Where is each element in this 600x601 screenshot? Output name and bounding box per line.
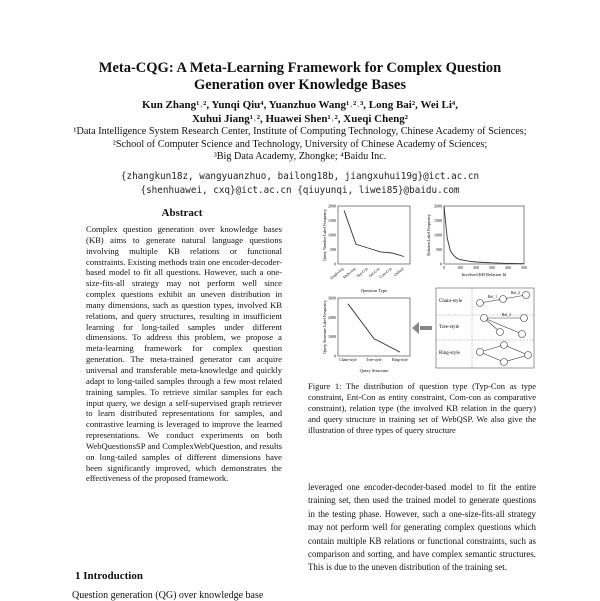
query-structure-diagram: [436, 288, 534, 368]
rel-label-2: Rel_2: [511, 291, 521, 295]
affiliation-line-1: ¹Data Intelligence System Research Center, Institute of Computing Technology, Chinese Academy of Sciences;: [73, 126, 527, 137]
chart1-ylabel: Query Number Label Frequency: [322, 208, 327, 262]
c1-ytick: 1500: [328, 218, 336, 223]
c1-xtick: Ent-Con: [368, 266, 381, 279]
c2-ytick: 1000: [434, 232, 442, 238]
c1-ytick: 1000: [328, 232, 336, 238]
email-addresses: [0, 170, 600, 198]
email-line-2: {shenhuawei, cxq}@ict.ac.cn {qiuyunqi, liwei85}@baidu.com: [140, 185, 460, 196]
c2-ytick: 0: [440, 261, 442, 267]
c2-xtick: 300: [489, 266, 495, 270]
c2-ytick: 500: [436, 247, 442, 252]
chart3-xlabel: Query Structure: [359, 368, 389, 373]
chart-relation-distribution: [426, 204, 527, 278]
chart2-y-ticks: [434, 204, 442, 267]
chart2-frame: [444, 206, 524, 264]
legend-ring-style: Ring-style: [439, 351, 460, 356]
right-column-text: [308, 481, 536, 575]
section-heading-introduction: 1 Introduction: [75, 570, 143, 582]
affiliation-line-2: ²School of Computer Science and Technology, University of Chinese Academy of Sciences;: [112, 138, 488, 150]
paper-title: [0, 60, 600, 94]
c2-xtick: 500: [521, 266, 527, 270]
c2-ytick: 2000: [434, 203, 442, 209]
c3-ytick: 1000: [328, 334, 336, 340]
chart1-series-line: [344, 210, 404, 256]
legend-chain-style: Chain-style: [439, 299, 463, 304]
chart1-y-ticks: [328, 204, 336, 267]
right-column-paragraph: leveraged one encoder-decoder-based model to fit the entire training set, then used the trained model to generate questions in the testing phase. However, such a one-size-fits-all strategy may not perform well for generating complex questions which contain multiple KB relations or functional constraints, such as comparison and sorting, and have complex semantic structures. This is due to the uneven distribution of the training set.: [308, 482, 536, 573]
c1-xtick: Ordinal: [393, 266, 405, 278]
authors-line-1: Kun Zhang¹˒², Yunqi Qiu⁴, Yuanzhuo Wang¹˒²˒³, Long Bai², Wei Li⁴,: [142, 99, 458, 111]
rel-label-3: Rel_3: [502, 313, 512, 317]
chart3-frame: [338, 298, 410, 356]
chart3-x-ticks: [339, 358, 408, 362]
c1-xtick: Single-hop: [329, 266, 345, 281]
chart3-y-ticks: [328, 296, 336, 359]
author-list: [0, 98, 600, 126]
chart2-x-ticks: [443, 266, 527, 270]
c1-xtick: Com-Con: [378, 266, 393, 280]
c3-ytick: 0: [334, 353, 336, 359]
c3-ytick: 2000: [328, 314, 336, 320]
chart-query-structure: [322, 296, 410, 374]
chart2-ylabel: Relation Label Frequency: [426, 214, 431, 256]
figure-1: [308, 200, 536, 375]
abstract-heading: Abstract: [161, 207, 203, 219]
authors-line-2: Xuhui Jiang¹˒², Huawei Shen¹˒², Xueqi Cheng²: [191, 113, 409, 125]
title-line-1: Meta-CQG: A Meta-Learning Framework for Complex Question: [98, 60, 502, 76]
c3-xtick: Ring-style: [392, 358, 408, 362]
figure-caption: Figure 1: The distribution of question type (Typ-Con as type constraint, Ent-Con as entity constraint, Com-con as comparative constraint), relation type (the involved KB relation in the query) and query structure in training set of WebQSP. We also give the illustration of three types of query structure: [308, 381, 536, 435]
c3-xtick: Tree-style: [366, 358, 382, 362]
title-line-2: Generation over Knowledge Bases: [194, 77, 406, 93]
c3-xtick: Chain-style: [339, 358, 357, 362]
chart3-ylabel: Query Structure Label Frequency: [322, 300, 327, 354]
chart1-xlabel: Question Type: [360, 288, 388, 293]
c1-xtick: Typ-Con: [355, 266, 369, 279]
chart2-xlabel: Involved KB Relation Id: [461, 272, 507, 277]
c1-ytick: 500: [330, 247, 336, 252]
abstract-text: Complex question generation over knowledge bases (KB) aims to generate natural language questions involving multiple KB relations or functional constraints. Existing methods train one encoder-decoder-based model to fit all questions. However, such a one-size-fits-all strategy may not perform well since complex questions exhibit an uneven distribution in many dimensions, such as question types, involved KB relations, and query structures, resulting in insufficient learning for long-tailed samples under different dimensions. To address this problem, we propose a meta-learning framework for complex question generation. The meta-trained generator can acquire universal and transferable meta-knowledge and quickly adapt to long-tailed samples through a few most related training samples. To retrieve similar samples for each input query, we design a self-supervised graph retriever to learn distributed representations for samples, and contrastive learning is leveraged to improve the learned representations. We conduct experiments on both WebQuestionsSP and ComplexWebQuestion, and results on long-tailed samples of different dimensions have been significantly improved, which demonstrates the effectiveness of the proposed framework.: [86, 224, 282, 484]
chart3-series-line: [348, 304, 400, 352]
c2-ytick: 1500: [434, 218, 442, 223]
introduction-first-line: Question generation (QG) over knowledge base: [72, 590, 264, 601]
affiliations: [0, 126, 600, 164]
c1-ytick: 2000: [328, 203, 336, 209]
c1-ytick: 0: [334, 261, 336, 267]
c3-ytick: 3000: [328, 295, 336, 301]
affiliation-line-3: ³Big Data Academy, Zhongke; ⁴Baidu Inc.: [213, 151, 387, 163]
c2-xtick: 400: [505, 266, 511, 270]
arrow-head-icon: [412, 322, 419, 334]
c2-xtick: 100: [457, 266, 463, 270]
email-line-1: {zhangkun18z, wangyuanzhuo, bailong18b, jiangxuhui19g}@ict.ac.cn: [120, 171, 480, 182]
chart-question-type: [322, 204, 410, 294]
chart1-x-ticks: [329, 267, 404, 281]
c1-xtick: Multi-hop: [342, 266, 357, 280]
rel-label-1: Rel_1: [488, 295, 498, 299]
c2-xtick: 200: [473, 266, 479, 270]
abstract-body: [86, 224, 282, 484]
legend-tree-style: Tree-style: [439, 325, 460, 330]
chart2-series-line: [444, 206, 524, 264]
c2-xtick: 0: [443, 266, 445, 270]
